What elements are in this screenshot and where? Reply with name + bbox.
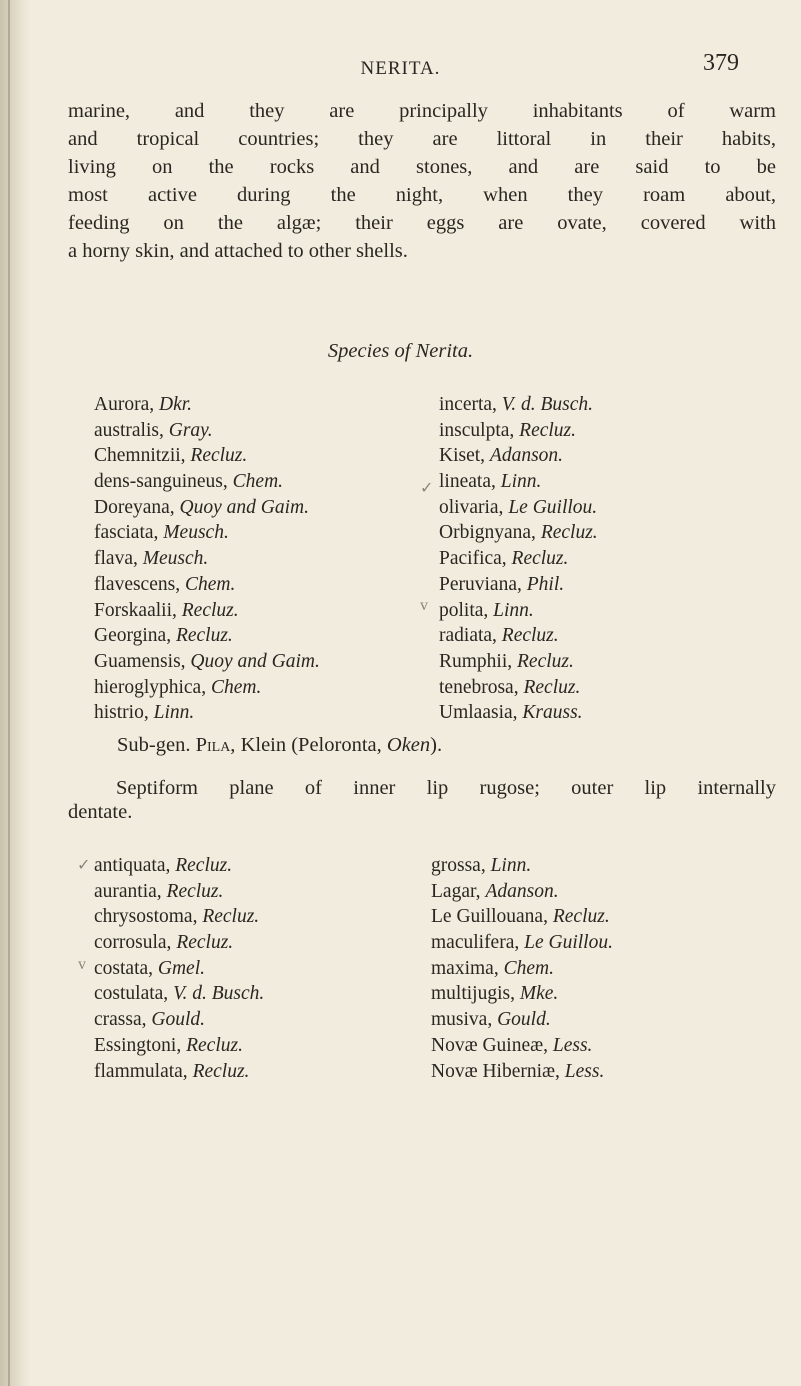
species-author: Krauss. — [522, 702, 583, 724]
species-author: Meusch. — [142, 548, 209, 570]
species-entry — [431, 1033, 613, 1059]
species-entry — [94, 700, 320, 726]
species-entry — [431, 853, 613, 879]
species-author: Recluz. — [175, 855, 233, 876]
species-entry — [439, 495, 598, 521]
species-author: Recluz. — [202, 906, 260, 928]
species-entry — [94, 1007, 264, 1033]
species-entry — [94, 1059, 264, 1085]
species-author: Phil. — [526, 573, 565, 595]
species-name: tenebrosa, — [439, 676, 519, 698]
species-author: Recluz. — [511, 548, 569, 570]
species-name: lineata, — [439, 471, 496, 493]
species-name: insculpta, — [439, 419, 515, 441]
species-entry — [94, 879, 264, 905]
species-entry — [94, 675, 320, 701]
species-name: Pacifica, — [439, 548, 507, 570]
text-line: Septiform plane of inner lip rugose; outer lip internally — [116, 777, 776, 799]
species-entry — [439, 520, 598, 546]
species-entry — [439, 572, 598, 598]
species-name: Umlaasia, — [439, 702, 518, 724]
species-author: Quoy and Gaim. — [190, 650, 320, 672]
species-name: Novæ Guineæ, — [431, 1034, 548, 1056]
species-name: aurantia, — [94, 880, 162, 902]
species-name: Peruviana, — [439, 573, 522, 595]
subgenus-heading — [117, 734, 442, 757]
species-author: Recluz. — [523, 676, 581, 698]
species-name: Aurora, — [94, 394, 155, 415]
species-entry — [431, 904, 613, 930]
species-author: Adanson. — [485, 880, 559, 902]
species-author: Chem. — [232, 471, 284, 493]
species-entry — [431, 1007, 613, 1033]
text-line: most active during the night, when they roam about, — [68, 184, 776, 206]
species-entry — [431, 879, 613, 905]
species-entry — [94, 649, 320, 675]
species-name: Essingtoni, — [94, 1034, 182, 1056]
species-author: V. d. Busch. — [173, 983, 265, 1005]
species-entry — [439, 469, 598, 495]
species-entry — [94, 469, 320, 495]
species-entry — [94, 1033, 264, 1059]
species-entry — [94, 443, 320, 469]
species-name: Forskaalii, — [94, 599, 177, 621]
species-entry — [94, 520, 320, 546]
subgenus-prefix: Sub-gen. — [117, 734, 191, 756]
species-entry — [439, 675, 598, 701]
species-name: Lagar, — [431, 880, 481, 902]
species-author: Linn. — [493, 599, 534, 621]
species-author: Meusch. — [163, 522, 229, 544]
species-author: Recluz. — [552, 906, 610, 928]
species-author: Less. — [552, 1034, 593, 1056]
species-name: australis, — [94, 419, 164, 441]
species-entry — [94, 598, 320, 624]
species-entry — [431, 981, 613, 1007]
species-name: Novæ Hiberniæ, — [431, 1060, 560, 1082]
species-entry — [439, 546, 598, 572]
species-author: Mke. — [519, 983, 559, 1005]
species-entry — [94, 853, 264, 879]
species-entry — [439, 700, 598, 726]
subgenus-list-right — [431, 853, 613, 1084]
species-name: radiata, — [439, 625, 497, 647]
species-entry — [94, 418, 320, 444]
species-list-left — [94, 392, 320, 726]
species-list-right — [439, 392, 598, 726]
species-name: Georgina, — [94, 625, 172, 647]
species-name: polita, — [439, 599, 489, 621]
species-name: Doreyana, — [94, 496, 175, 518]
page-binding-edge — [0, 0, 30, 1386]
species-name: olivaria, — [439, 496, 504, 518]
species-name: costata, — [94, 957, 154, 979]
species-author: Chem. — [210, 676, 262, 698]
species-name: musiva, — [431, 1009, 493, 1031]
text-line: living on the rocks and stones, and are said to be — [68, 156, 776, 178]
species-entry — [431, 1059, 613, 1085]
species-author: Le Guillou. — [508, 496, 598, 518]
species-entry — [431, 956, 613, 982]
subgenus-suffix: ). — [430, 734, 443, 756]
species-name: chrysostoma, — [94, 906, 198, 928]
species-author: Recluz. — [517, 650, 574, 672]
species-name: incerta, — [439, 394, 497, 415]
text-line: dentate. — [68, 801, 133, 823]
text-line: feeding on the algæ; their eggs are ovate, covered with — [68, 212, 776, 234]
species-entry — [439, 623, 598, 649]
species-name: grossa, — [431, 855, 486, 876]
pencil-check-mark: ✓ — [420, 480, 434, 497]
binding-shadow — [8, 0, 10, 1386]
species-entry — [439, 418, 598, 444]
species-author: Gray. — [168, 419, 213, 441]
subgenus-description — [68, 776, 776, 824]
species-author: Recluz. — [501, 625, 559, 647]
species-entry — [94, 623, 320, 649]
species-name: antiquata, — [94, 855, 171, 876]
species-name: Orbignyana, — [439, 522, 536, 544]
species-name: costulata, — [94, 983, 169, 1005]
species-author: Gould. — [151, 1009, 206, 1031]
subgenus-middle: Klein (Peloronta, — [240, 734, 382, 756]
species-name: flava, — [94, 548, 138, 570]
species-entry — [94, 904, 264, 930]
species-entry — [94, 392, 320, 418]
species-name: Kiset, — [439, 445, 486, 467]
species-author: Recluz. — [176, 932, 234, 954]
pencil-check-mark: ✓ — [77, 857, 91, 874]
species-author: Recluz. — [175, 625, 233, 647]
text-line: marine, and they are principally inhabitants of warm — [68, 100, 776, 122]
species-name: corrosula, — [94, 932, 172, 954]
species-entry — [439, 392, 598, 418]
species-author: Gould. — [497, 1009, 551, 1031]
species-author: Recluz. — [540, 522, 598, 544]
species-name: Chemnitzii, — [94, 445, 186, 467]
intro-paragraph — [68, 97, 776, 265]
species-name: dens-sanguineus, — [94, 471, 228, 493]
species-author: V. d. Busch. — [501, 394, 593, 415]
species-entry — [94, 956, 264, 982]
species-author: Dkr. — [158, 394, 193, 415]
page-number: 379 — [703, 50, 739, 76]
species-entry — [439, 649, 598, 675]
subgenus-author: Oken — [386, 734, 431, 756]
species-name: crassa, — [94, 1009, 147, 1031]
species-name: maculifera, — [431, 932, 520, 954]
species-author: Recluz. — [166, 880, 224, 902]
species-name: Le Guillouana, — [431, 906, 548, 928]
species-entry — [439, 443, 598, 469]
species-author: Linn. — [500, 471, 542, 493]
species-author: Chem. — [503, 957, 554, 979]
species-name: fasciata, — [94, 522, 159, 544]
species-name: histrio, — [94, 702, 149, 724]
species-author: Quoy and Gaim. — [179, 496, 309, 518]
species-author: Recluz. — [181, 599, 239, 621]
species-name: maxima, — [431, 957, 499, 979]
species-entry — [94, 930, 264, 956]
species-author: Recluz. — [190, 445, 248, 467]
pencil-mark: v — [78, 956, 86, 973]
species-author: Linn. — [153, 702, 195, 724]
species-name: Guamensis, — [94, 650, 186, 672]
species-name: multijugis, — [431, 983, 515, 1005]
species-entry — [94, 572, 320, 598]
pencil-mark: v — [420, 597, 428, 614]
running-title: NERITA. — [360, 58, 441, 79]
subgenus-list-left — [94, 853, 264, 1084]
text-line: a horny skin, and attached to other shells. — [68, 240, 408, 262]
species-author: Recluz. — [519, 419, 577, 441]
species-heading: Species of Nerita. — [327, 340, 474, 362]
species-entry — [439, 598, 598, 624]
species-author: Le Guillou. — [524, 932, 613, 954]
species-entry — [94, 546, 320, 572]
species-entry — [431, 930, 613, 956]
species-name: Rumphii, — [439, 650, 513, 672]
subgenus-name: Pila, — [195, 734, 236, 756]
species-name: hieroglyphica, — [94, 676, 207, 698]
species-author: Less. — [564, 1060, 605, 1082]
species-entry — [94, 981, 264, 1007]
species-author: Chem. — [184, 573, 236, 595]
species-entry — [94, 495, 320, 521]
species-author: Adanson. — [489, 445, 564, 467]
species-author: Linn. — [490, 855, 532, 876]
species-author: Gmel. — [157, 957, 206, 979]
text-line: and tropical countries; they are littoral in their habits, — [68, 128, 776, 150]
species-name: flammulata, — [94, 1060, 188, 1082]
species-author: Recluz. — [192, 1060, 250, 1082]
species-name: flavescens, — [94, 573, 181, 595]
species-author: Recluz. — [186, 1034, 243, 1056]
